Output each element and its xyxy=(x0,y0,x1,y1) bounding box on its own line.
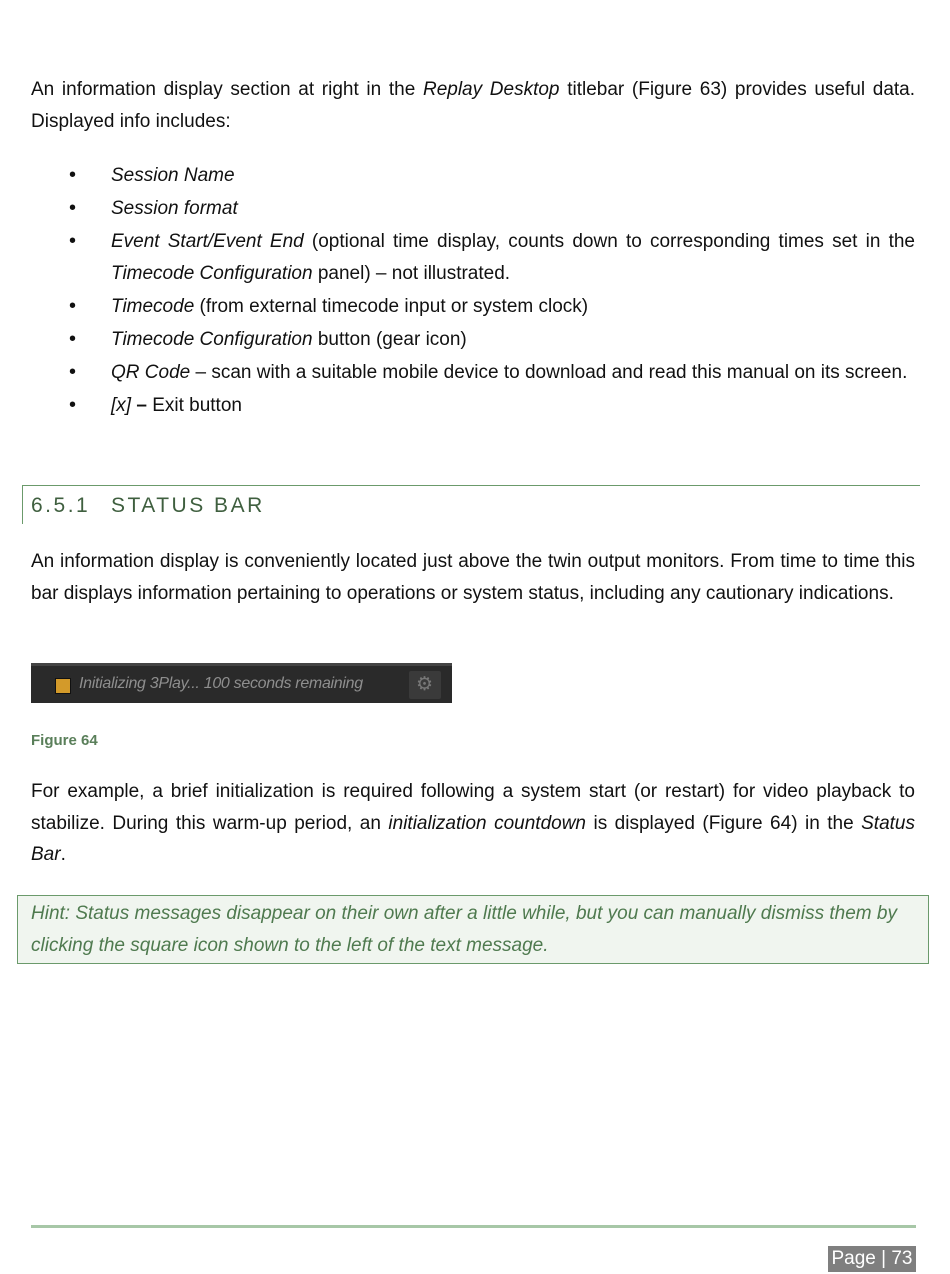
footer-divider xyxy=(31,1225,916,1228)
intro-text-1: An information display section at right in the xyxy=(31,79,423,100)
bullet-icon: • xyxy=(69,360,77,383)
list-item-text: panel) – not illustrated. xyxy=(312,262,511,284)
list-item-term: Timecode Configuration xyxy=(111,262,313,284)
page-number-badge: Page | 73 xyxy=(828,1246,916,1272)
figure-caption: Figure 64 xyxy=(31,732,98,749)
list-item xyxy=(31,291,915,323)
list-item xyxy=(31,324,915,356)
list-item-text: Session Name xyxy=(111,165,235,186)
bullet-icon: • xyxy=(69,230,77,252)
example-text: For example, a brief initialization is required following a system start (or restart) for video playback to stabilize. During this warm-up period, an xyxy=(31,781,915,834)
list-item-text: (from external timecode input or system clock) xyxy=(194,295,589,317)
gear-button[interactable] xyxy=(409,671,441,699)
status-message: Initializing 3Play... 100 seconds remaining xyxy=(79,675,363,692)
list-item-term: Event Start/Event End xyxy=(111,231,304,252)
dismiss-square-icon[interactable] xyxy=(55,678,71,694)
list-item-dash: – xyxy=(131,394,153,416)
section-heading xyxy=(22,485,920,524)
gear-icon: ⚙ xyxy=(416,674,434,695)
intro-replay-desktop: Replay Desktop xyxy=(422,79,560,100)
section-number: 6.5.1 xyxy=(31,494,91,517)
list-item xyxy=(31,390,915,422)
list-item-term: Timecode Configuration xyxy=(111,328,313,350)
list-item-term: QR Code xyxy=(111,361,191,383)
list-item xyxy=(31,357,915,389)
bullet-icon: • xyxy=(69,393,77,416)
example-text: . xyxy=(60,844,66,865)
list-item xyxy=(31,160,915,192)
list-item xyxy=(31,193,915,225)
list-item-text: (optional time display, counts down to corresponding times set in the xyxy=(303,231,915,252)
list-item-text: Exit button xyxy=(152,394,242,416)
bullet-icon: • xyxy=(69,294,77,317)
list-item-text: – scan with a suitable mobile device to download and read this manual on its screen. xyxy=(190,361,908,383)
example-term: Status Bar xyxy=(31,812,915,865)
status-paragraph: An information display is conveniently located just above the twin output monitors. From time to time this bar displays information pertaining to operations or system status, including any cautionary indications. xyxy=(31,551,915,604)
example-paragraph xyxy=(31,776,915,871)
list-item-term: [x] xyxy=(111,394,132,416)
bullet-icon: • xyxy=(69,197,77,219)
status-bar-figure xyxy=(31,663,452,703)
list-item-text: Session format xyxy=(111,198,238,219)
list-item-text: button (gear icon) xyxy=(312,328,467,350)
example-term: initialization countdown xyxy=(388,812,586,834)
bullet-icon: • xyxy=(69,327,77,350)
section-title: STATUS BAR xyxy=(111,494,265,517)
list-item-term: Timecode xyxy=(111,295,195,317)
intro-paragraph xyxy=(31,74,915,137)
bullet-icon: • xyxy=(69,164,77,186)
list-item xyxy=(31,226,915,289)
example-text: is displayed (Figure 64) in the xyxy=(586,812,862,834)
intro-text-3: titlebar (Figure 63) provides useful data. Displayed info includes: xyxy=(31,79,916,132)
hint-box xyxy=(17,895,929,964)
hint-text: Hint: Status messages disappear on their own after a little while, but you can manually dismiss them by clicking the square icon shown to the left of the text message. xyxy=(31,903,897,956)
display-info-list xyxy=(31,160,915,423)
